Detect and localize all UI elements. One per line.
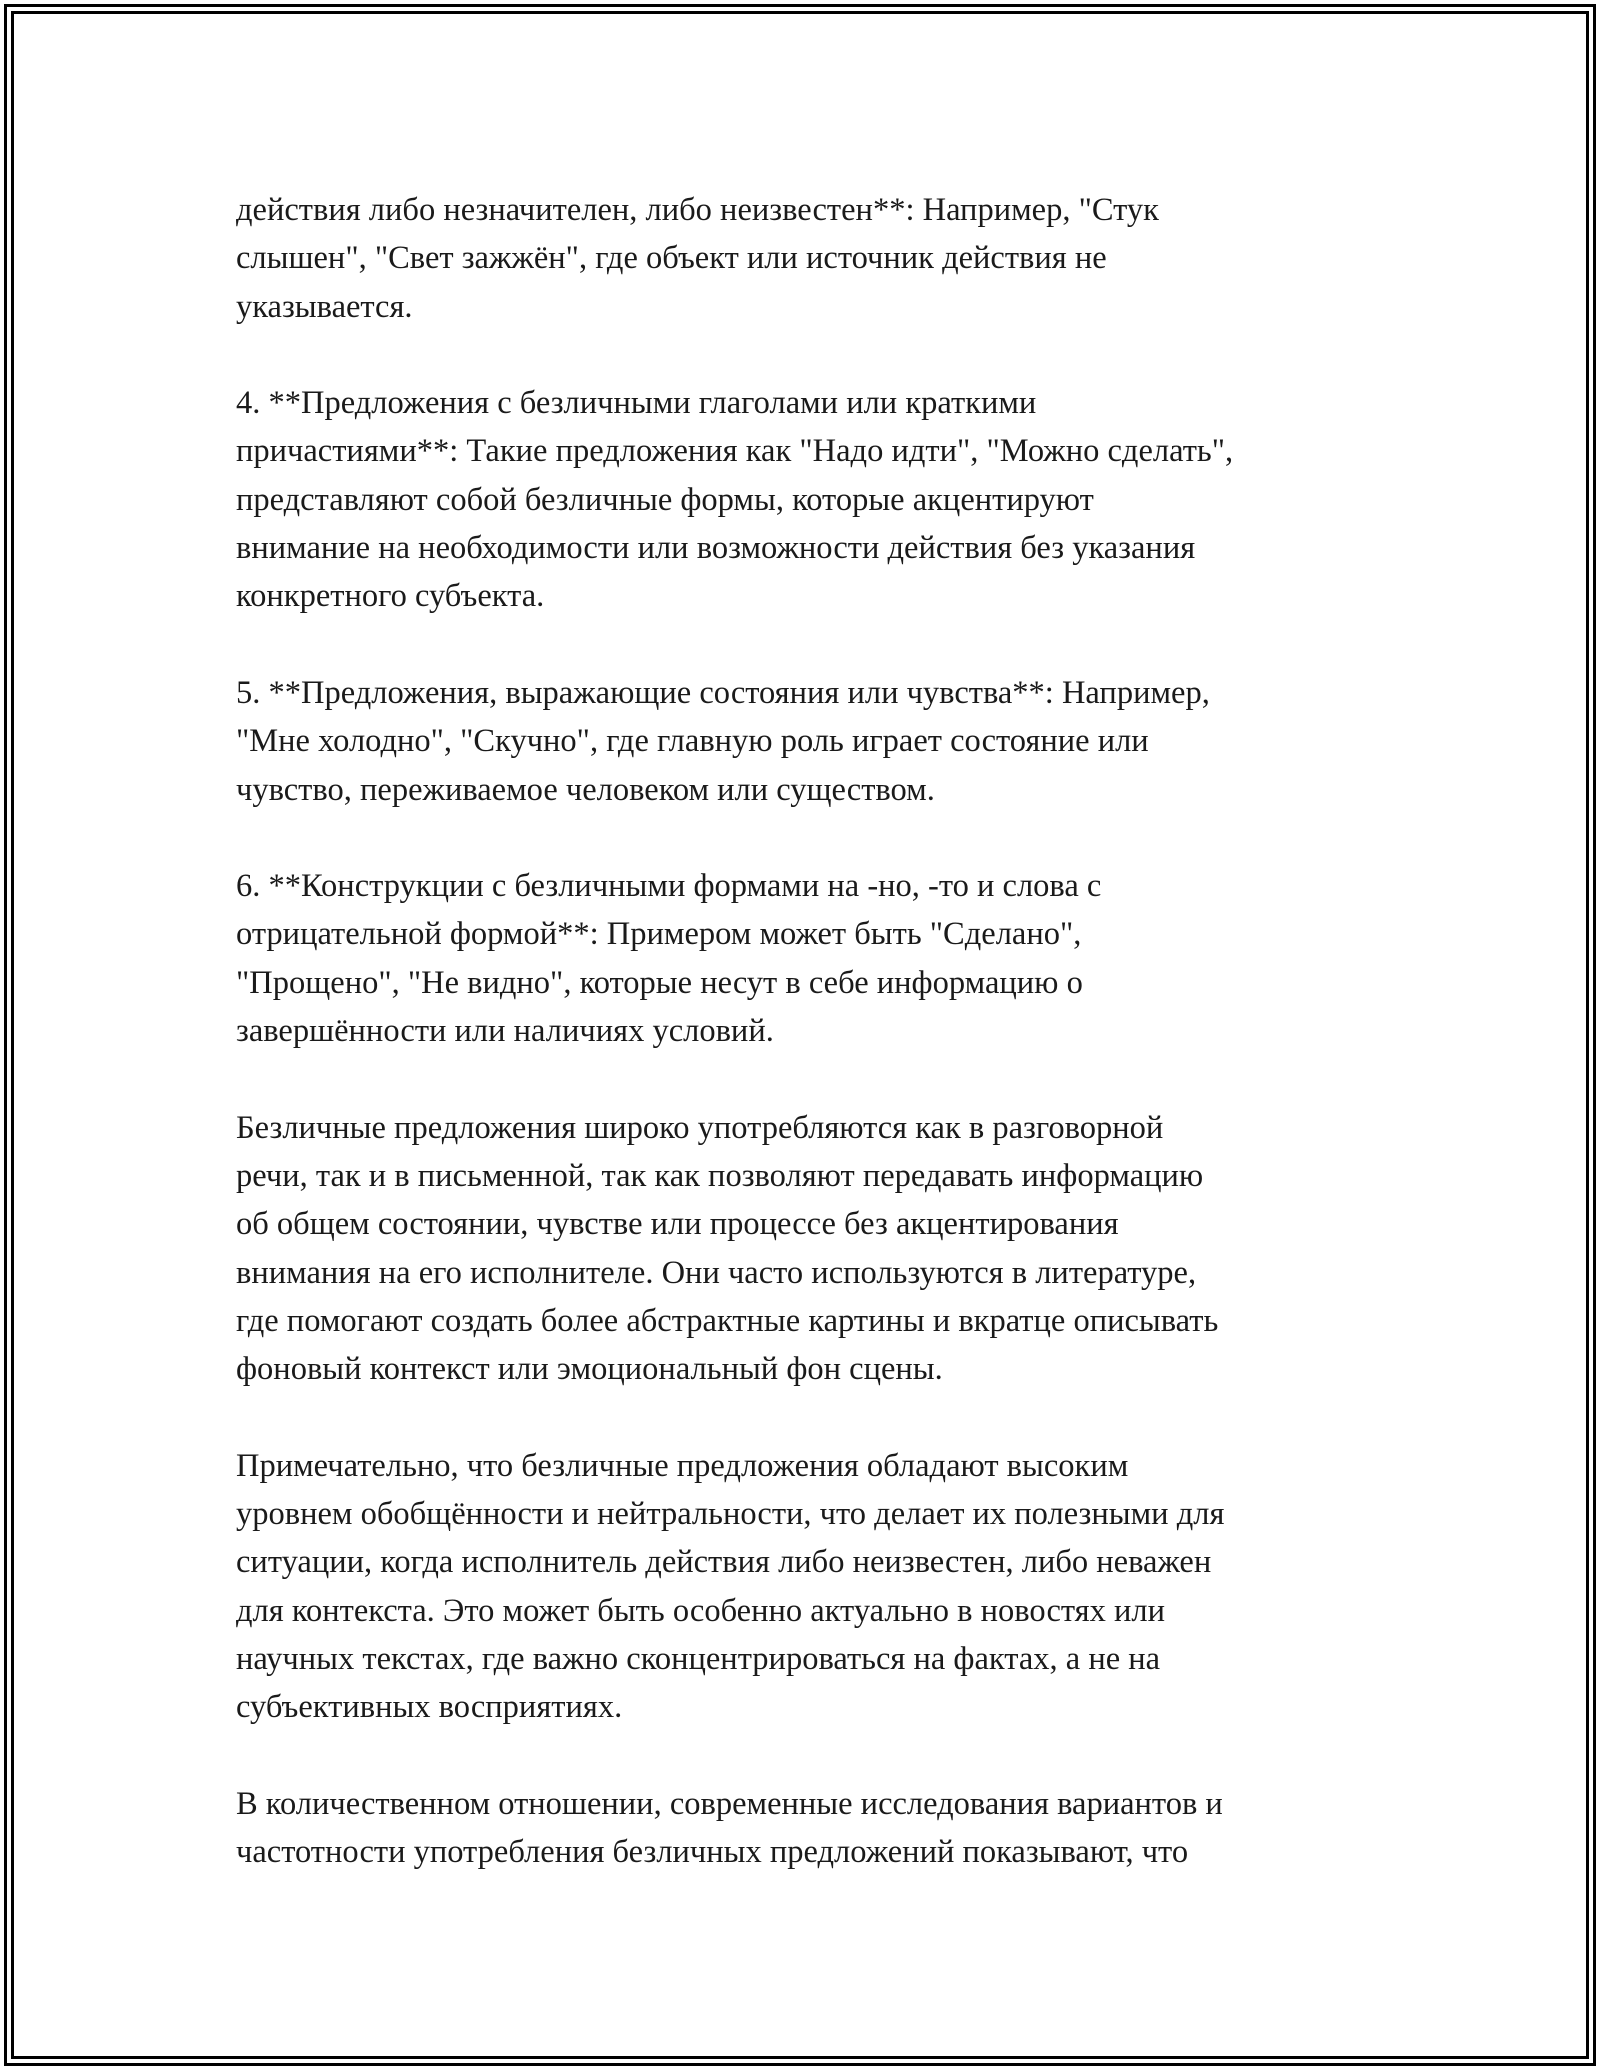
- text-line: субъективных восприятиях.: [236, 1689, 623, 1726]
- paragraph: [236, 1442, 1386, 1732]
- text-line: 6. **Конструкции с безличными формами на -но, -то и слова с: [236, 868, 1102, 905]
- paragraph: [236, 1104, 1386, 1394]
- text-line: ситуации, когда исполнитель действия либо неизвестен, либо неважен: [236, 1544, 1212, 1581]
- text-line: В количественном отношении, современные исследования вариантов и: [236, 1785, 1223, 1822]
- text-line: "Прощено", "Не видно", которые несут в себе информацию о: [236, 964, 1083, 1001]
- paragraph: [236, 186, 1386, 331]
- paragraph: [236, 379, 1386, 620]
- text-line: указывается.: [236, 288, 413, 325]
- text-line: научных текстах, где важно сконцентрироваться на фактах, а не на: [236, 1640, 1161, 1677]
- text-line: для контекста. Это может быть особенно актуально в новостях или: [236, 1592, 1165, 1629]
- paragraph: [236, 862, 1386, 1055]
- text-line: Безличные предложения широко употребляются как в разговорной: [236, 1109, 1164, 1146]
- text-line: представляют собой безличные формы, которые акцентируют: [236, 481, 1094, 518]
- text-line: уровнем обобщённости и нейтральности, что делает их полезными для: [236, 1496, 1225, 1533]
- text-line: частотности употребления безличных предложений показывают, что: [236, 1834, 1189, 1871]
- text-line: причастиями**: Такие предложения как "Надо идти", "Можно сделать",: [236, 433, 1234, 470]
- text-line: конкретного субъекта.: [236, 578, 545, 615]
- text-line: 5. **Предложения, выражающие состояния или чувства**: Например,: [236, 674, 1210, 711]
- text-line: чувство, переживаемое человеком или существом.: [236, 771, 935, 808]
- text-line: внимание на необходимости или возможности действия без указания: [236, 530, 1196, 567]
- document-body: [236, 186, 1386, 1925]
- text-line: 4. **Предложения с безличными глаголами или краткими: [236, 385, 1037, 422]
- text-line: "Мне холодно", "Скучно", где главную роль играет состояние или: [236, 723, 1149, 760]
- text-line: Примечательно, что безличные предложения обладают высоким: [236, 1447, 1129, 1484]
- text-line: слышен", "Свет зажжён", где объект или источник действия не: [236, 240, 1107, 277]
- paragraph: [236, 1780, 1386, 1877]
- text-line: об общем состоянии, чувстве или процессе без акцентирования: [236, 1206, 1119, 1243]
- text-line: отрицательной формой**: Примером может быть "Сделано",: [236, 916, 1082, 953]
- text-line: внимания на его исполнителе. Они часто используются в литературе,: [236, 1254, 1197, 1291]
- text-line: завершённости или наличиях условий.: [236, 1013, 774, 1050]
- text-line: речи, так и в письменной, так как позволяют передавать информацию: [236, 1157, 1204, 1194]
- paragraph: [236, 669, 1386, 814]
- text-line: где помогают создать более абстрактные картины и вкратце описывать: [236, 1302, 1219, 1339]
- text-line: действия либо незначителен, либо неизвестен**: Например, "Стук: [236, 192, 1159, 228]
- text-line: фоновый контекст или эмоциональный фон сцены.: [236, 1351, 943, 1388]
